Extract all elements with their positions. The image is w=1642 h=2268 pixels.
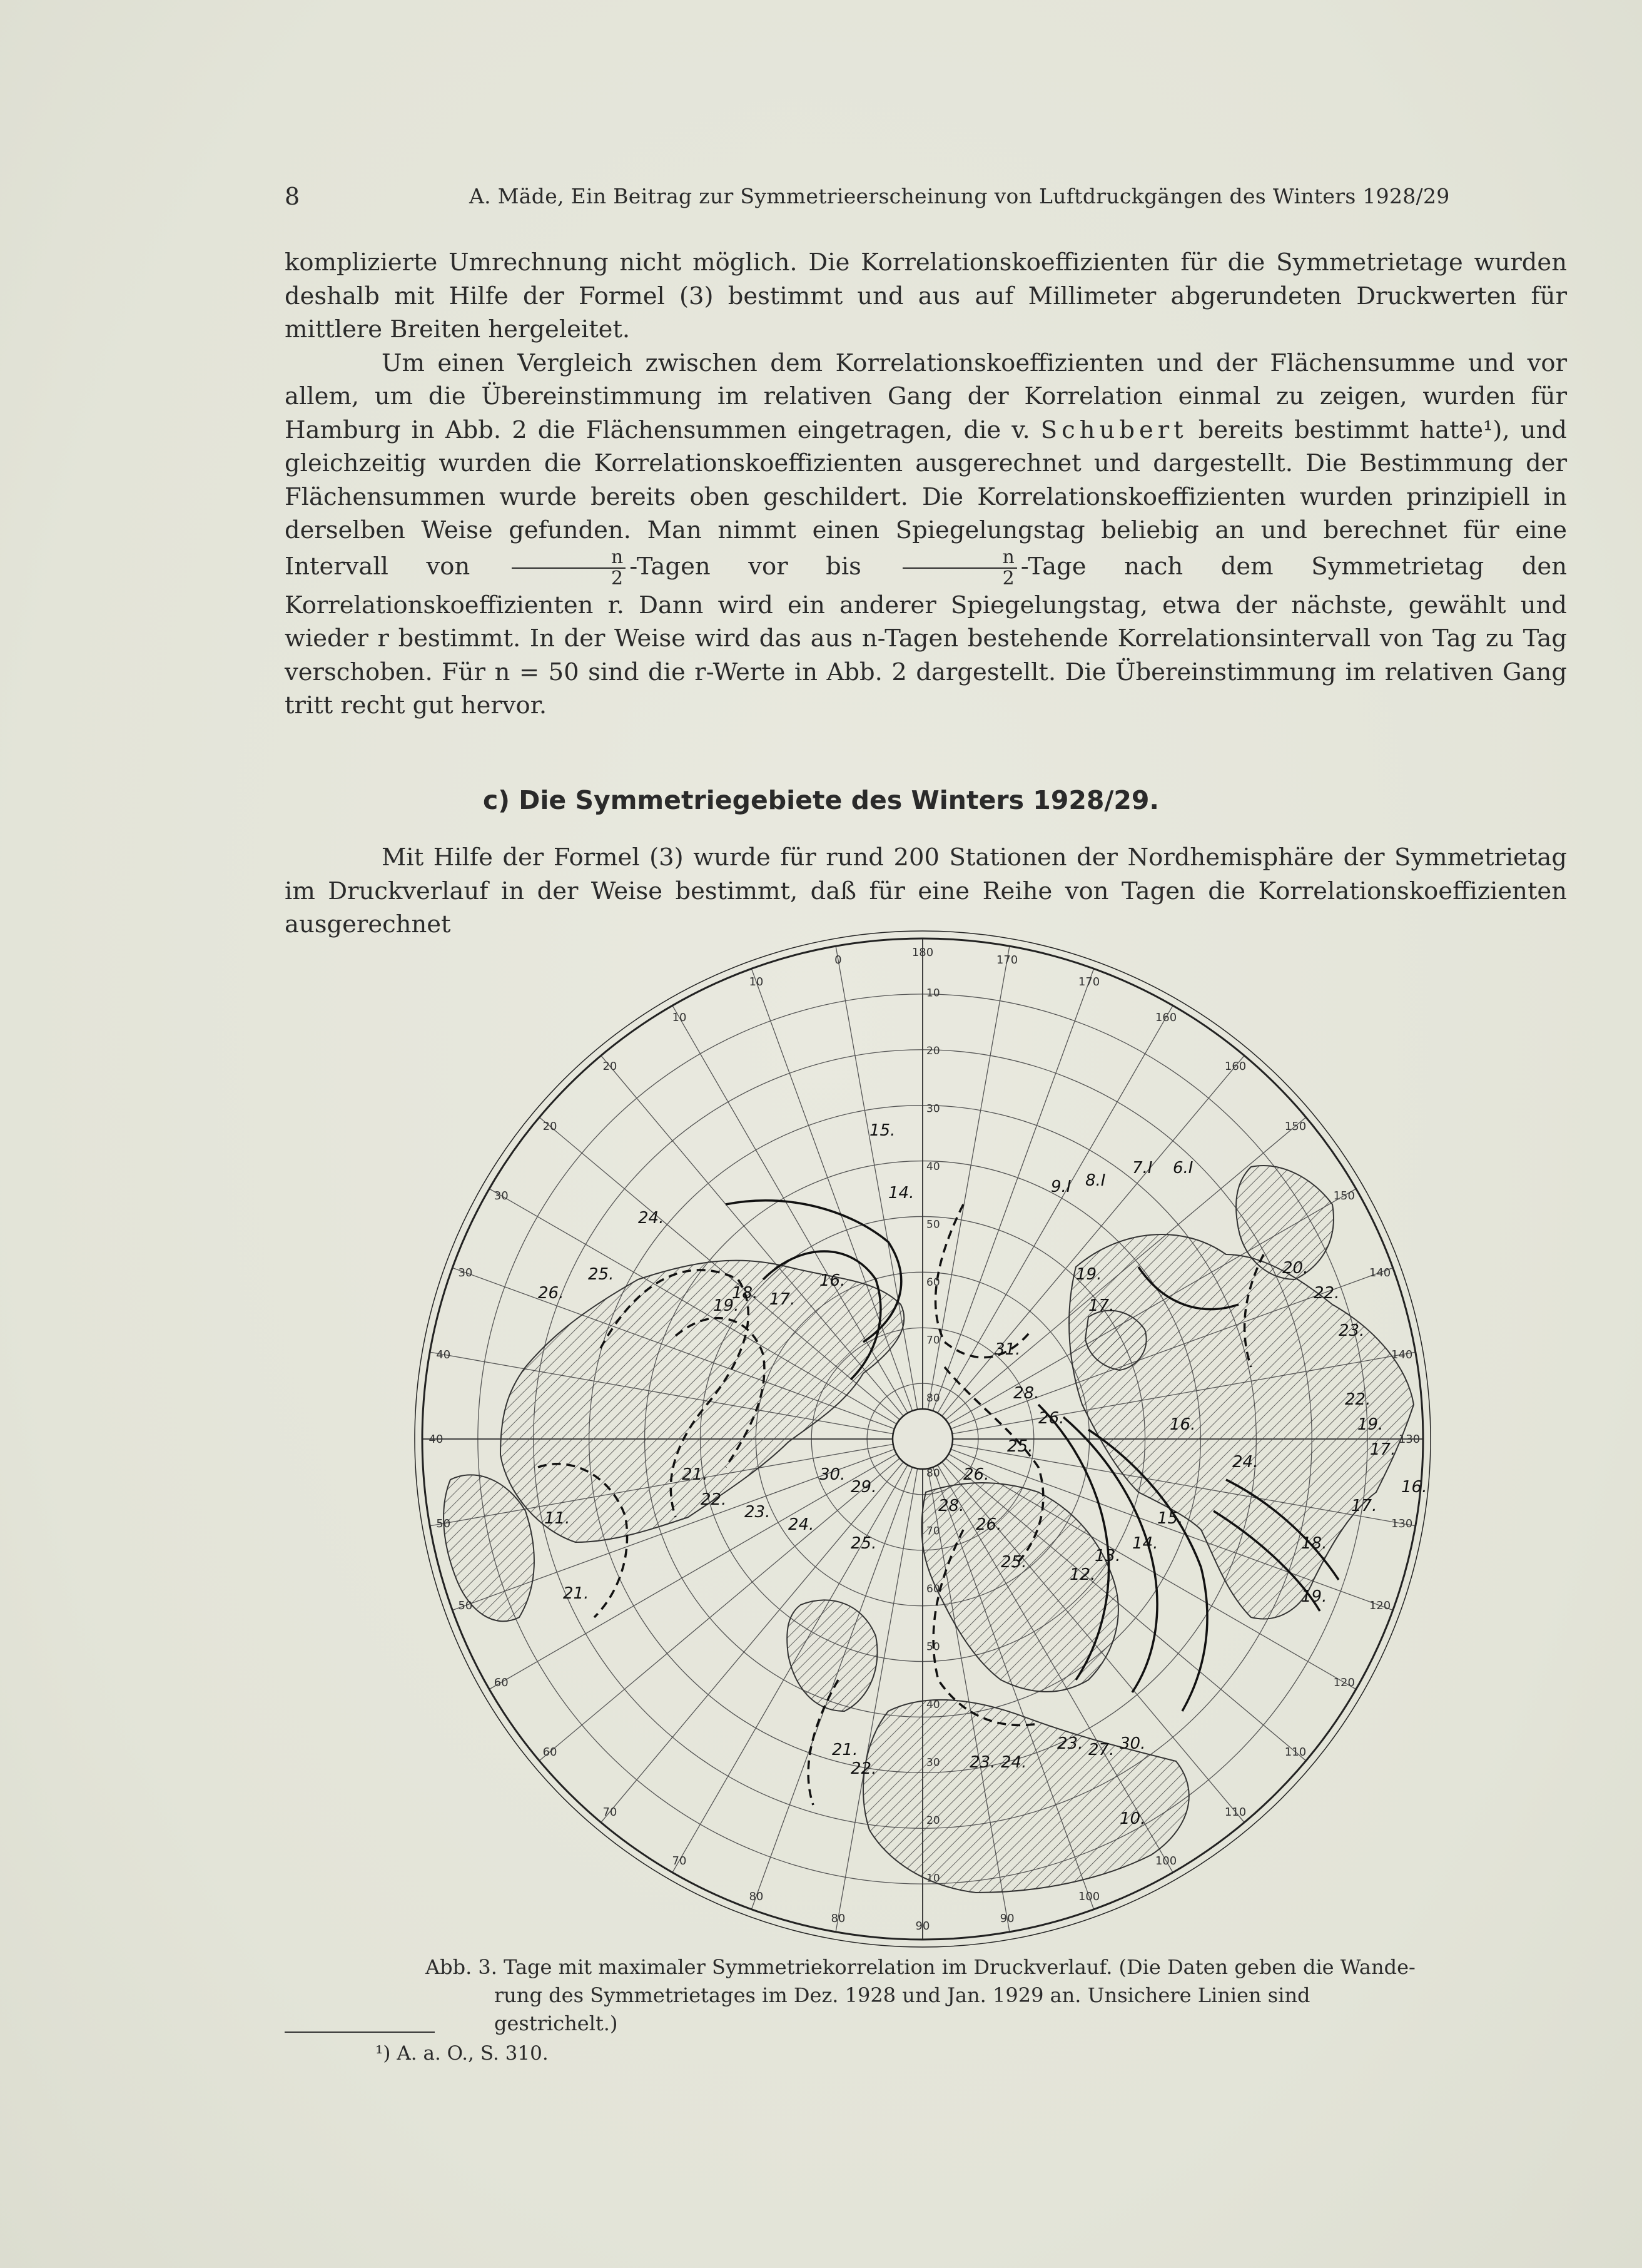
longitude-label: 80 [749, 1890, 764, 1904]
longitude-label: 90 [915, 1920, 930, 1933]
longitude-label: 50 [436, 1517, 451, 1531]
isoline-label: 15. [1157, 1509, 1183, 1528]
latitude-label: 80 [926, 1392, 940, 1405]
latitude-label: 10 [926, 1872, 940, 1885]
longitude-label: 100 [1155, 1854, 1177, 1868]
isoline-label: 14. [1132, 1534, 1158, 1553]
isoline-label: 31. [995, 1340, 1021, 1359]
longitude-label: 20 [602, 1060, 617, 1074]
running-title: A. Mäde, Ein Beitrag zur Symmetrieerscheinung von Luftdruckgängen des Winters 1928/29 [469, 184, 1450, 208]
caption-line-1: Abb. 3. Tage mit maximaler Symmetriekorrelation im Druckverlauf. (Die Daten geben die Wande- [425, 1955, 1416, 1979]
isoline-label: 25. [851, 1534, 877, 1553]
longitude-label: 160 [1224, 1060, 1247, 1074]
caption-line-2: rung des Symmetrietages im Dez. 1928 und Jan. 1929 an. Unsichere Linien sind gestrichelt.) [494, 1983, 1310, 2035]
isoline-label: 24. [788, 1515, 814, 1534]
isoline-label: 30. [1120, 1734, 1146, 1753]
isoline-label: 17. [1370, 1440, 1396, 1459]
isoline-label: 26. [976, 1515, 1002, 1534]
isoline-label: 12. [1070, 1565, 1096, 1584]
body-text-upper [285, 246, 1567, 723]
latitude-label: 60 [926, 1276, 940, 1289]
isoline-label: 22. [701, 1490, 727, 1509]
body-text-lower [285, 841, 1567, 942]
longitude-label: 120 [1333, 1676, 1355, 1689]
longitude-label: 60 [494, 1676, 509, 1689]
isoline-label: 22. [1314, 1284, 1340, 1303]
paragraph-2-part-d: -Tage nach dem Symmetrietag den Korrelationskoeffizienten r. Dann wird ein anderer Spiegelungstag, etwa der nächste, gewählt und wieder r bestimmt. In der Weise wird das aus n-Tagen bestehende Korrelationsintervall von Tag zu Tag verschoben. Für n = 50 sind die r-Werte in Abb. 2 dargestellt. Die Übereinstimmung im relativen Gang tritt recht gut hervor. [285, 552, 1567, 720]
longitude-label: 40 [436, 1348, 451, 1361]
latitude-label: 40 [926, 1161, 940, 1173]
isoline-label: 21. [563, 1584, 589, 1603]
longitude-label: 80 [831, 1912, 846, 1926]
isoline-label: 10. [1120, 1809, 1146, 1828]
isoline-label: 17. [769, 1290, 796, 1309]
isoline-label: 27. [1088, 1741, 1115, 1759]
longitude-label: 150 [1284, 1119, 1307, 1133]
isoline-label: 22. [1345, 1390, 1371, 1409]
longitude-label: 140 [1391, 1348, 1413, 1361]
latitude-label: 80 [926, 1467, 940, 1480]
isoline-label: 14. [888, 1184, 915, 1203]
latitude-label: 30 [926, 1756, 940, 1769]
isoline-label: 28. [938, 1497, 965, 1515]
paragraph-2 [285, 347, 1567, 723]
isoline-label: 24. [638, 1209, 664, 1228]
longitude-label: 0 [834, 953, 842, 967]
longitude-label: 150 [1333, 1189, 1355, 1203]
longitude-label: 170 [1078, 975, 1100, 989]
isoline-label: 19. [1357, 1415, 1384, 1434]
isoline-label: 23. [1339, 1321, 1365, 1340]
latitude-label: 20 [926, 1814, 940, 1827]
isoline-label: 19. [1301, 1587, 1327, 1606]
longitude-label: 10 [749, 975, 764, 989]
isoline-label: 23. [1057, 1734, 1083, 1753]
longitude-label: 20 [542, 1119, 557, 1133]
paragraph-3: Mit Hilfe der Formel (3) wurde für rund 200 Stationen der Nordhemisphäre der Symmetrietag im Druckverlauf in der Weise bestimmt, daß für eine Reihe von Tagen die Korrelationskoeffizienten ausgerechnet [285, 843, 1567, 938]
isoline-label: 20. [1282, 1259, 1309, 1278]
isoline-label: 25. [588, 1265, 614, 1284]
section-heading: c) Die Symmetriegebiete des Winters 1928/29. [482, 785, 1160, 815]
isoline-label: 16. [1170, 1415, 1196, 1434]
isoline-label: 18. [732, 1284, 758, 1303]
latitude-label: 60 [926, 1583, 940, 1595]
longitude-label: 10 [672, 1011, 687, 1025]
longitude-label: 110 [1284, 1746, 1307, 1759]
isoline-label: 17. [1088, 1296, 1115, 1315]
isoline-label: 11. [544, 1509, 570, 1528]
longitude-label: 50 [458, 1599, 473, 1613]
isoline-label: 22. [851, 1759, 877, 1778]
latitude-label: 10 [926, 987, 940, 1000]
land-africa [863, 1700, 1189, 1893]
isoline-label: 28. [1013, 1384, 1040, 1403]
isoline-label: 24. [1001, 1753, 1027, 1772]
isoline-label: 21. [682, 1465, 708, 1484]
author-name-schubert: Schubert [1040, 415, 1188, 444]
longitude-label: 40 [428, 1433, 443, 1446]
longitude-label: 90 [1000, 1912, 1015, 1926]
footnote: ¹) A. a. O., S. 310. [375, 2042, 549, 2065]
isoline-label: 7.I [1132, 1159, 1153, 1177]
isoline-label: 8.I [1085, 1171, 1106, 1190]
paragraph-2-part-c: -Tagen vor bis [629, 552, 861, 581]
longitude-label: 120 [1369, 1599, 1391, 1613]
polar-map-svg [413, 929, 1432, 1949]
longitude-label: 130 [1398, 1433, 1421, 1446]
land-arabia [787, 1600, 877, 1711]
latitude-label: 30 [926, 1102, 940, 1116]
isoline-label: 9.I [1051, 1177, 1072, 1196]
isoline-label: 25. [1007, 1437, 1033, 1456]
latitude-label: 20 [926, 1045, 940, 1057]
longitude-label: 60 [542, 1746, 557, 1759]
isoline-label: 16. [1401, 1478, 1427, 1497]
fraction-n-over-2: $\frac{n}{2}$ [512, 547, 626, 589]
paragraph-2-part-a: Um einen Vergleich zwischen dem Korrelationskoeffizienten und der Flächensumme und vor allem, um die Übereinstimmung im relativen Gang der Korrelation einmal zu zeigen, wurden für Hamburg in Abb. 2 die Flächensummen eingetragen, die v. [285, 348, 1567, 444]
longitude-label: 70 [602, 1805, 617, 1819]
longitude-label: 30 [458, 1266, 473, 1279]
longitude-label: 170 [996, 953, 1018, 967]
isoline-label: 26. [538, 1284, 564, 1303]
longitude-label: 180 [911, 946, 934, 959]
paragraph-2-part-b: bereits bestimmt hatte¹), und gleichzeitig wurden die Korrelationskoeffizienten ausgerechnet und dargestellt. Die Bestimmung der Flächensummen wurde bereits oben geschildert. Die Korrelationskoeffizienten wurden prinzipiell in derselben Weise gefunden. Man nimmt einen Spiegelungstag beliebig an und berechnet für eine Intervall von [285, 415, 1567, 581]
isoline-label: 21. [832, 1741, 858, 1759]
isoline-label: 29. [851, 1478, 877, 1497]
longitude-label: 110 [1224, 1805, 1247, 1819]
longitude-label: 30 [494, 1189, 509, 1203]
longitude-label: 100 [1078, 1890, 1100, 1904]
isoline-label: 6.I [1173, 1159, 1193, 1177]
fraction-n-over-2-second: $\frac{n}{2}$ [903, 547, 1016, 589]
isoline-label: 26. [963, 1465, 990, 1484]
latitude-label: 50 [926, 1640, 940, 1654]
isoline-label: 17. [1351, 1497, 1377, 1515]
isoline-label: 30. [819, 1465, 846, 1484]
paragraph-1: komplizierte Umrechnung nicht möglich. Die Korrelationskoeffizienten für die Symmetrietage wurden deshalb mit Hilfe der Formel (3) bestimmt und aus auf Millimeter abgerundeten Druckwerten für mittlere Breiten hergeleitet. [285, 248, 1567, 343]
isoline-label: 23. [970, 1753, 996, 1772]
footnote-rule [285, 2032, 435, 2033]
isoline-label: 13. [1095, 1547, 1121, 1565]
isoline-label: 19. [1076, 1265, 1102, 1284]
longitude-label: 70 [672, 1854, 687, 1868]
longitude-label: 160 [1155, 1011, 1177, 1025]
figure-caption [425, 1953, 1420, 2038]
isoline-label: 15. [869, 1121, 896, 1140]
longitude-label: 140 [1369, 1266, 1391, 1279]
isoline-label: 26. [1038, 1409, 1065, 1428]
isoline-label: 19. [713, 1296, 739, 1315]
isoline-label: 18. [1301, 1534, 1327, 1553]
polar-map-figure [413, 929, 1432, 1949]
north-pole-circle [893, 1409, 953, 1469]
latitude-label: 70 [926, 1334, 940, 1347]
isoline-label: 23. [744, 1503, 771, 1522]
isoline-dashed-3 [936, 1204, 1032, 1358]
isoline-label: 16. [819, 1271, 846, 1290]
longitude-label: 130 [1391, 1517, 1413, 1531]
page-number: 8 [285, 183, 300, 210]
latitude-label: 40 [926, 1699, 940, 1711]
isoline-label: 25. [1001, 1553, 1027, 1572]
latitude-label: 50 [926, 1218, 940, 1231]
isoline-label: 24. [1232, 1453, 1259, 1472]
latitude-label: 70 [926, 1525, 940, 1538]
